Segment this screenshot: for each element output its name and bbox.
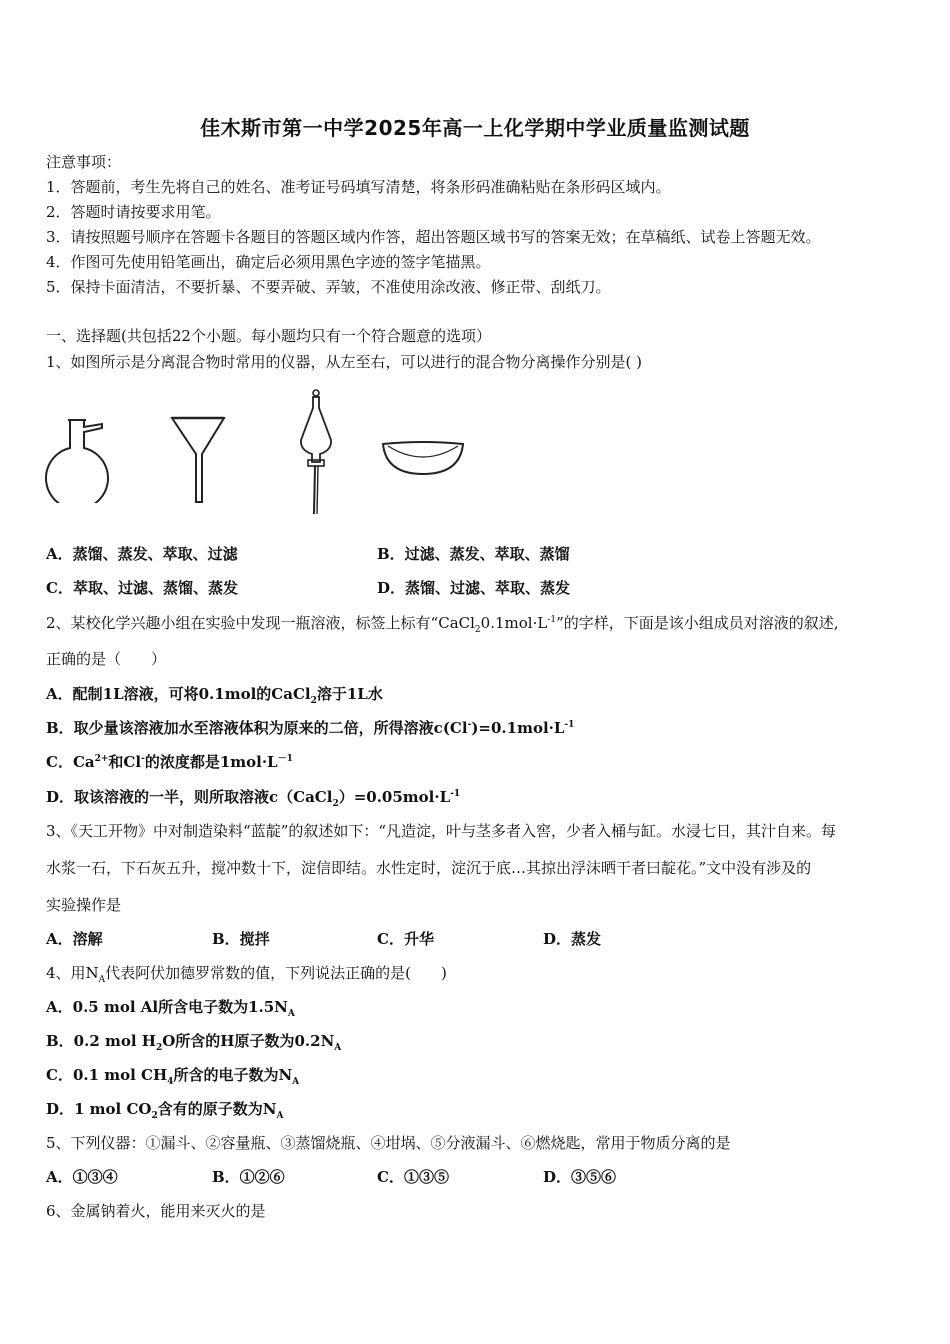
q3-stem-line3: 实验操作是 [46, 896, 122, 914]
q2-c-sup: －1 [277, 754, 293, 764]
q2-option-b[interactable] [46, 718, 574, 738]
q4-stem [46, 963, 447, 983]
q3-option-b[interactable]: B．搅拌 [212, 930, 270, 948]
q2-b-sup: -1 [564, 720, 575, 730]
notice-item-5: 5．保持卡面清洁，不要折暴、不要弄破、弄皱，不准使用涂改液、修正带、刮纸刀。 [46, 278, 611, 296]
q4-option-d[interactable] [46, 1099, 283, 1119]
q1-option-a[interactable]: A．蒸馏、蒸发、萃取、过滤 [46, 545, 238, 563]
q4-stem-part: 代表阿伏加德罗常数的值，下列说法正确的是( ) [105, 964, 447, 982]
separatory-funnel-icon [296, 388, 336, 520]
q2-c-sup: - [141, 754, 145, 764]
page-title: 佳木斯市第一中学2025年高一上化学期中学业质量监测试题 [200, 116, 750, 140]
q2-stem-sup: -1 [547, 615, 557, 625]
q2-d-sub: 2 [332, 799, 339, 809]
q3-option-d[interactable]: D．蒸发 [543, 930, 602, 948]
q4-stem-part: 4、用N [46, 964, 99, 982]
q6-stem: 6、金属钠着火，能用来灭火的是 [46, 1202, 266, 1220]
q4-option-a[interactable] [46, 997, 295, 1017]
q2-stem-part: ”的字样，下面是该小组成员对溶液的叙述, [556, 614, 839, 632]
q5-stem: 5、下列仪器：①漏斗、②容量瓶、③蒸馏烧瓶、④坩埚、⑤分液漏斗、⑥燃烧匙，常用于物质分离的是 [46, 1134, 731, 1152]
q1-figures [44, 388, 484, 523]
q4-d-sub: 2 [151, 1111, 158, 1121]
q2-option-d[interactable] [46, 787, 460, 807]
funnel-icon [168, 414, 228, 506]
q2-d-text: D．取该溶液的一半，则所取溶液c（CaCl [46, 788, 333, 806]
q2-d-sup: -1 [450, 789, 461, 799]
q2-d-text: ）=0.05mol·L [338, 788, 451, 806]
q4-d-text: D．1 mol CO [46, 1100, 152, 1118]
notice-item-4: 4．作图可先使用铅笔画出，确定后必须用黑色字迹的签字笔描黑。 [46, 253, 491, 271]
q2-c-text: 和Cl [108, 753, 142, 771]
q1-option-c[interactable]: C．萃取、过滤、蒸馏、蒸发 [46, 579, 238, 597]
q2-stem-sub: 2 [474, 625, 481, 635]
q2-a-sub: 2 [310, 696, 317, 706]
q5-option-a[interactable]: A．①③④ [46, 1168, 118, 1186]
q4-b-sub: 2 [155, 1043, 163, 1053]
q2-a-text: 溶于1L水 [316, 685, 383, 703]
q4-b-sub: A [334, 1043, 342, 1053]
q2-a-text: A．配制1L溶液，可将0.1mol的CaCl [46, 685, 311, 703]
q2-c-sup: 2+ [94, 754, 109, 764]
notice-item-1: 1．答题前，考生先将自己的姓名、准考证号码填写清楚，将条形码准确粘贴在条形码区域内。 [46, 178, 671, 196]
q3-option-a[interactable]: A．溶解 [46, 930, 103, 948]
q3-stem-line1: 3、《天工开物》中对制造染料“蓝靛”的叙述如下：“凡造淀，叶与茎多者入窖，少者入桶与缸。水浸七日，其汁自来。每 [46, 822, 837, 840]
notice-item-2: 2．答题时请按要求用笔。 [46, 203, 221, 221]
q4-option-c[interactable] [46, 1065, 299, 1085]
q1-stem: 1、如图所示是分离混合物时常用的仪器，从左至右，可以进行的混合物分离操作分别是( ) [46, 353, 643, 371]
q2-stem-line2: 正确的是（ ） [46, 650, 167, 668]
notice-item-3: 3．请按照题号顺序在答题卡各题目的答题区域内作答，超出答题区域书写的答案无效；在草稿纸、试卷上答题无效。 [46, 228, 821, 246]
notice-heading: 注意事项： [46, 153, 122, 171]
q2-stem [46, 613, 839, 633]
q4-c-text: 所含的电子数为N [173, 1066, 293, 1084]
q4-option-b[interactable] [46, 1031, 341, 1051]
q1-option-d[interactable]: D．蒸馏、过滤、萃取、蒸发 [377, 579, 571, 597]
q4-a-sub: A [287, 1009, 295, 1019]
q2-b-sup: - [467, 720, 472, 730]
q4-stem-sub: A [98, 975, 106, 985]
q4-b-text: O所含的H原子数为0.2N [162, 1032, 335, 1050]
q3-option-c[interactable]: C．升华 [377, 930, 434, 948]
q2-stem-part: 0.1mol·L [480, 614, 548, 632]
evaporating-dish-icon [380, 438, 466, 480]
q4-c-sub: A [292, 1077, 300, 1087]
section-heading: 一、选择题(共包括22个小题。每小题均只有一个符合题意的选项） [46, 327, 491, 345]
distillation-flask-icon [44, 418, 114, 503]
q3-stem-line2: 水浆一石，下石灰五升，搅冲数十下，淀信即结。水性定时，淀沉于底…其掠出浮沫晒干者曰靛花。”文中没有涉及的 [46, 859, 812, 877]
q2-c-text: 的浓度都是1mol·L [144, 753, 278, 771]
q4-c-text: C．0.1 mol CH [46, 1066, 168, 1084]
q5-option-c[interactable]: C．①③⑤ [377, 1168, 449, 1186]
q2-b-text: B．取少量该溶液加水至溶液体积为原来的二倍，所得溶液c(Cl [46, 719, 468, 737]
q5-option-d[interactable]: D．③⑤⑥ [543, 1168, 617, 1186]
q4-a-text: A．0.5 mol Al所含电子数为1.5N [46, 998, 288, 1016]
q5-option-b[interactable]: B．①②⑥ [212, 1168, 285, 1186]
q2-option-c[interactable] [46, 752, 293, 772]
q4-d-sub: A [276, 1111, 284, 1121]
q2-b-text: )=0.1mol·L [471, 719, 565, 737]
q4-b-text: B．0.2 mol H [46, 1032, 156, 1050]
q2-c-text: C．Ca [46, 753, 95, 771]
q4-c-sub: 4 [167, 1077, 174, 1087]
q2-option-a[interactable] [46, 684, 383, 704]
q2-stem-part: 2、某校化学兴趣小组在实验中发现一瓶溶液，标签上标有“CaCl [46, 614, 475, 632]
q4-d-text: 含有的原子数为N [157, 1100, 277, 1118]
q1-option-b[interactable]: B．过滤、蒸发、萃取、蒸馏 [377, 545, 570, 563]
